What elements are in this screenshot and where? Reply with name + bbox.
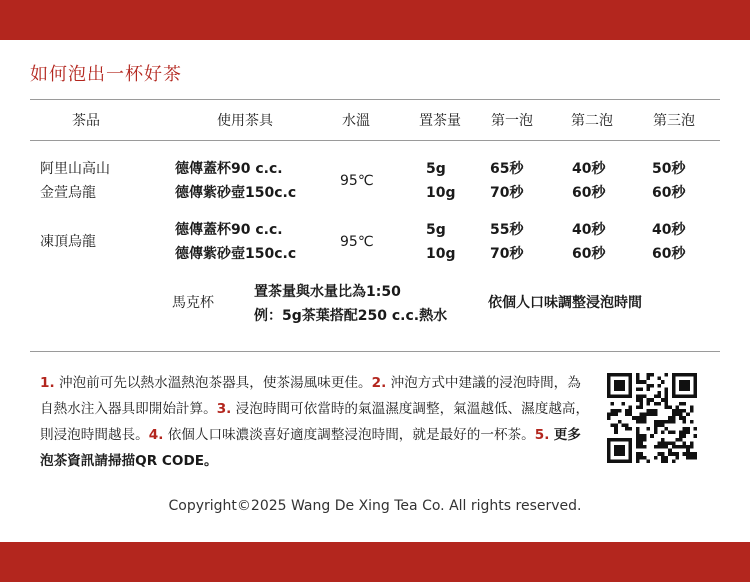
tea-amount: 10g bbox=[426, 185, 456, 201]
note-text: 依個人口味濃淡喜好適度調整浸泡時間，就是最好的一杯茶。 bbox=[167, 427, 535, 443]
table-top-rule bbox=[30, 99, 720, 100]
teaware: 德傳紫砂壺150c.c bbox=[175, 185, 297, 201]
second-steep: 40秒 bbox=[572, 222, 606, 238]
header-third: 第三泡 bbox=[653, 113, 695, 129]
mug-example: 例：5g茶葉搭配250 c.c.熱水 bbox=[254, 308, 448, 324]
tea-amount: 10g bbox=[426, 246, 456, 262]
third-steep: 60秒 bbox=[652, 185, 686, 201]
note-number: 5. bbox=[534, 427, 550, 443]
note-number: 3. bbox=[216, 401, 232, 417]
note-text: 更多泡茶資訊請掃描QR CODE。 bbox=[40, 427, 581, 469]
first-steep: 70秒 bbox=[490, 185, 524, 201]
third-steep: 50秒 bbox=[652, 161, 686, 177]
note-number: 4. bbox=[148, 427, 164, 443]
third-steep: 40秒 bbox=[652, 222, 686, 238]
note-number: 1. bbox=[40, 375, 55, 391]
first-steep: 55秒 bbox=[490, 222, 524, 238]
header-first: 第一泡 bbox=[491, 113, 533, 129]
tea-name: 金萱烏龍 bbox=[40, 185, 96, 201]
page-title: 如何泡出一杯好茶 bbox=[30, 64, 182, 85]
water-temp: 95℃ bbox=[340, 173, 374, 189]
mug-ware: 馬克杯 bbox=[172, 295, 214, 311]
header-tea: 茶品 bbox=[72, 113, 100, 129]
table-bottom-rule bbox=[30, 351, 720, 352]
water-temp: 95℃ bbox=[340, 234, 374, 250]
header-second: 第二泡 bbox=[571, 113, 613, 129]
teaware: 德傳紫砂壺150c.c bbox=[175, 246, 297, 262]
mug-ratio: 置茶量與水量比為1:50 bbox=[254, 284, 401, 300]
header-amount: 置茶量 bbox=[419, 113, 461, 129]
note-text: 沖泡前可先以熱水溫熱泡茶器具，使茶湯風味更佳。 bbox=[58, 375, 372, 391]
header-ware: 使用茶具 bbox=[217, 113, 273, 129]
table-header-rule bbox=[30, 140, 720, 141]
tea-name: 凍頂烏龍 bbox=[40, 234, 96, 250]
brewing-notes bbox=[40, 370, 592, 474]
note-number: 2. bbox=[371, 375, 387, 391]
qr-code-icon[interactable] bbox=[607, 373, 697, 463]
second-steep: 60秒 bbox=[572, 246, 606, 262]
copyright-notice: Copyright©2025 Wang De Xing Tea Co. All rights reserved. bbox=[168, 498, 582, 514]
third-steep: 60秒 bbox=[652, 246, 686, 262]
second-steep: 60秒 bbox=[572, 185, 606, 201]
tea-name: 阿里山高山 bbox=[40, 161, 110, 177]
teaware: 德傳蓋杯90 c.c. bbox=[175, 161, 283, 177]
first-steep: 65秒 bbox=[490, 161, 524, 177]
note-text: 沖泡方式中建議的浸泡時間，為自熱水注入器具即開始計算。 bbox=[40, 375, 581, 417]
note-text: 浸泡時間可依當時的氣溫濕度調整，氣溫越低、濕度越高，則浸泡時間越長。 bbox=[40, 401, 590, 443]
tea-amount: 5g bbox=[426, 222, 446, 238]
tea-amount: 5g bbox=[426, 161, 446, 177]
mug-steep-note: 依個人口味調整浸泡時間 bbox=[488, 295, 642, 311]
bottom-band bbox=[0, 542, 750, 582]
first-steep: 70秒 bbox=[490, 246, 524, 262]
header-temp: 水溫 bbox=[342, 113, 370, 129]
top-band bbox=[0, 0, 750, 40]
second-steep: 40秒 bbox=[572, 161, 606, 177]
teaware: 德傳蓋杯90 c.c. bbox=[175, 222, 283, 238]
